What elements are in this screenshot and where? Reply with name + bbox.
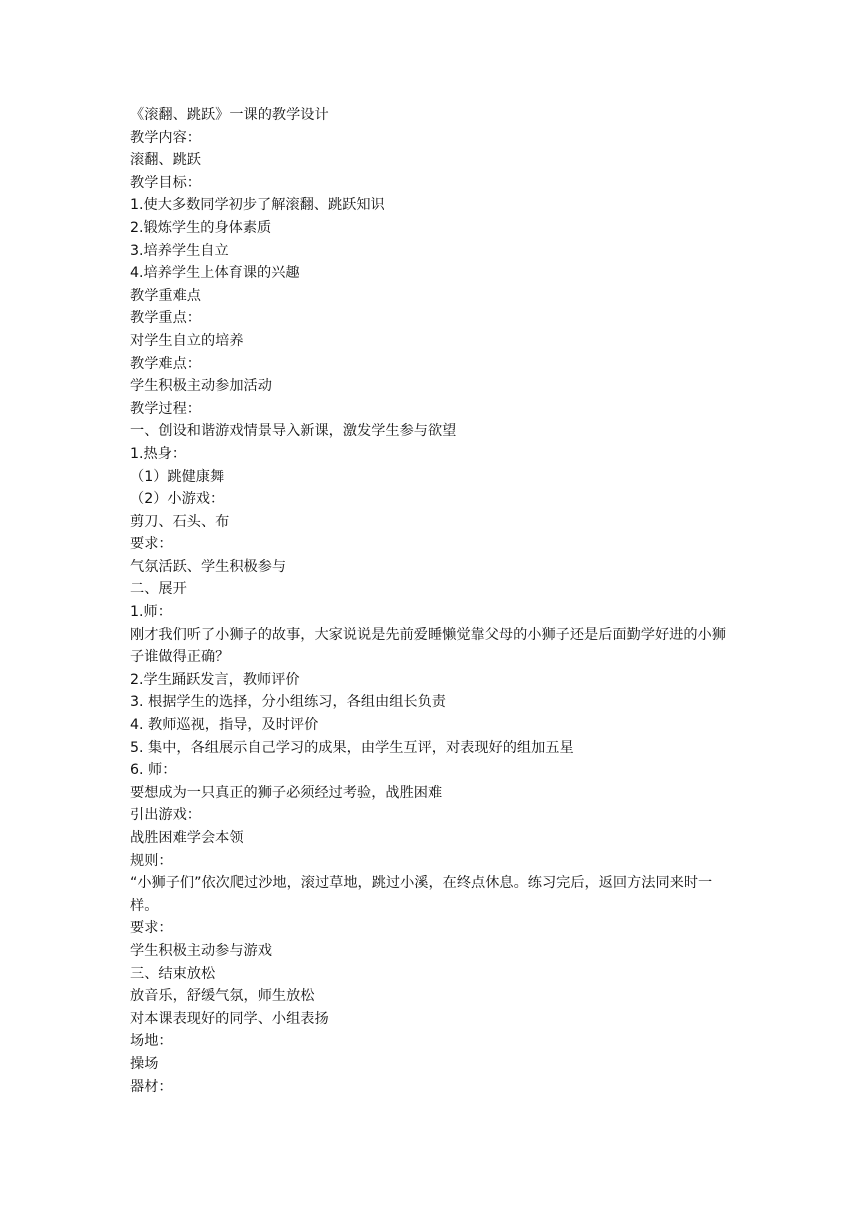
goal-item: 1.使大多数同学初步了解滚翻、跳跃知识	[130, 197, 385, 214]
document-title: 《滚翻、跳跃》一课的教学设计	[130, 107, 329, 123]
goal-item: 4.培养学生上体育课的兴趣	[130, 265, 300, 282]
paragraph: 刚才我们听了小狮子的故事，大家说说是先前爱睡懒觉靠父母的小狮子还是后面勤学好进的小狮子谁做得正确？	[130, 626, 726, 666]
text-line: 2.学生踊跃发言，教师评价	[130, 671, 300, 688]
text-line: 学生积极主动参与游戏	[130, 942, 272, 959]
goal-item: 2.锻炼学生的身体素质	[130, 219, 272, 236]
section-part-heading: 一、创设和谐游戏情景导入新课，激发学生参与欲望	[130, 423, 457, 440]
section-part-heading: 三、结束放松	[130, 965, 216, 982]
paragraph: “小狮子们”依次爬过沙地，滚过草地，跳过小溪，在终点休息。练习完后，返回方法同来时一样。	[130, 875, 713, 914]
text-line: 要求：	[130, 920, 173, 937]
section-heading-goals: 教学目标：	[130, 174, 201, 191]
text-line: 1.热身：	[130, 445, 187, 462]
text-line: 4. 教师巡视，指导，及时评价	[130, 717, 319, 734]
subheading: 教学难点：	[130, 355, 201, 372]
text-line: 对本课表现好的同学、小组表扬	[130, 1010, 329, 1027]
text-line: 1.师：	[130, 604, 172, 621]
text-line: 器材：	[130, 1078, 173, 1095]
text-line: 学生积极主动参加活动	[130, 378, 272, 395]
text-line: 引出游戏：	[130, 807, 201, 824]
text-line: 操场	[130, 1055, 159, 1072]
text-line: 6. 师：	[130, 762, 177, 779]
text-line: （1）跳健康舞	[130, 468, 225, 485]
text-line: 3. 根据学生的选择，分小组练习，各组由组长负责	[130, 694, 446, 711]
text-line: 放音乐，舒缓气氛，师生放松	[130, 988, 315, 1005]
section-part-heading: 二、展开	[130, 581, 187, 598]
subheading: 教学重点：	[130, 310, 201, 327]
text-line: 对学生自立的培养	[130, 332, 244, 349]
text-line: 气氛活跃、学生积极参与	[130, 558, 287, 575]
text-line: 5. 集中，各组展示自己学习的成果，由学生互评，对表现好的组加五星	[130, 739, 574, 756]
section-heading-key-points: 教学重难点	[130, 287, 201, 304]
section-heading-content: 教学内容：	[130, 129, 201, 146]
document-body	[130, 104, 740, 1098]
text-line: 规则：	[130, 852, 173, 869]
text-line: 场地：	[130, 1033, 173, 1050]
text-line: （2）小游戏：	[130, 491, 225, 508]
text-line: 要想成为一只真正的狮子必须经过考验，战胜困难	[130, 784, 443, 801]
goal-item: 3.培养学生自立	[130, 242, 229, 259]
text-line: 要求：	[130, 536, 173, 553]
text-line: 滚翻、跳跃	[130, 152, 201, 169]
text-line: 剪刀、石头、布	[130, 513, 230, 530]
text-line: 战胜困难学会本领	[130, 830, 244, 846]
section-heading-process: 教学过程：	[130, 400, 201, 417]
